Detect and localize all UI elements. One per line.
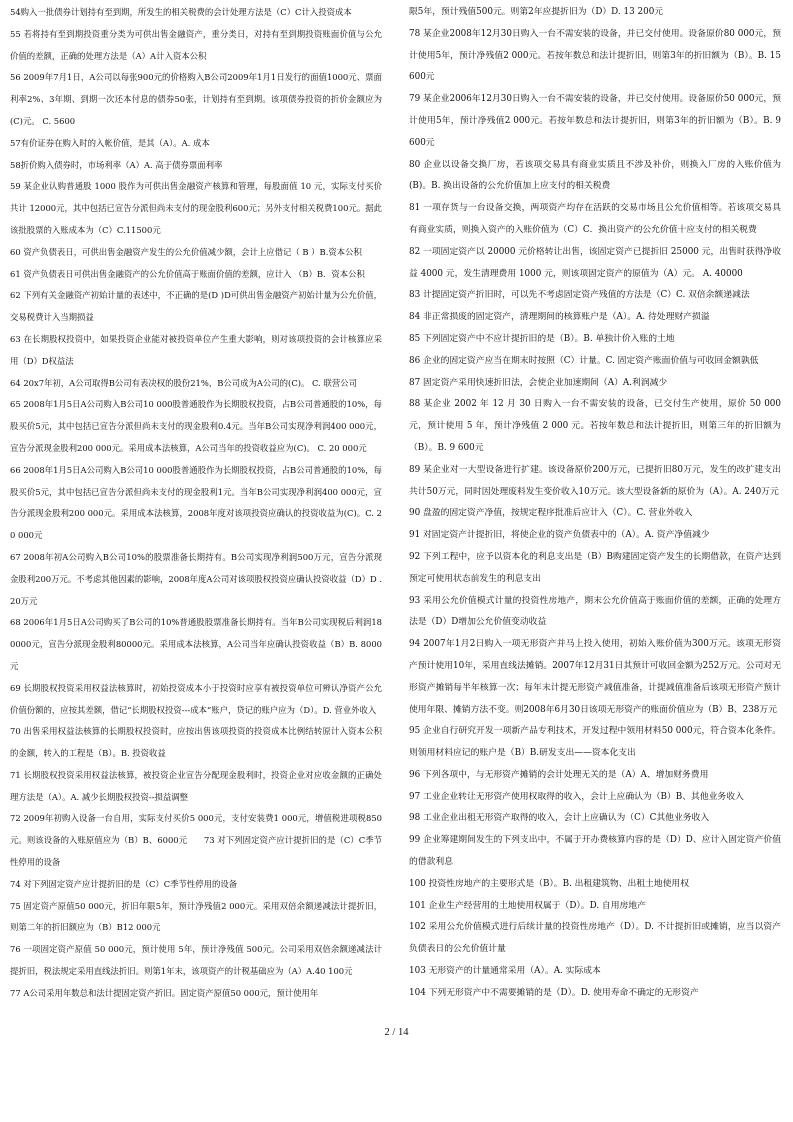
question-item: 56 2009年7月1日，A公司以每张900元的价格购入B公司2009年1月1日发行的面值1000元、票面利率2%、3年期、到期一次还本付息的债券50张，计划持有至到期。该项债券投资的折价金额应为(C)元。 C. 5600: [10, 72, 382, 126]
question-item: 81 一项存货与一台设备交换，两项资产均存在活跃的交易市场且公允价值相等。若该项交易具有商业实质，则换入资产的入账价值为（C）C．换出资产的公允价值十应支付的相关税费: [409, 203, 781, 235]
left-text-column: [10, 2, 382, 1005]
question-item: 61 资产负债表日可供出售金融资产的公允价值高于账面价值的差额，应计入 （B）B．资本公积: [10, 268, 365, 279]
question-item: 98 工业企业出租无形资产取得的收入，会计上应确认为（C）C其他业务收入: [409, 813, 710, 824]
question-item: 86 企业的固定资产应当在期末时按照（C）计量。C. 固定资产账面价值与可收回金额孰低: [409, 355, 759, 366]
question-item: 67 2008年初A公司购入B公司10%的股票准备长期持有。B公司实现净利润500万元，宣告分派现金股利200万元。不考虑其他因素的影响，2008年度A公司对该项股权投资应确认投资收益（D）D . 20万元: [10, 551, 382, 606]
question-item: 68 2006年1月5日A公司购买了B公司的10%普通股股票准备长期持有。当年B公司实现税后利润180000元，宣告分派现金股利80000元。采用成本法核算，A公司当年应确认投资收益（B）B. 8000元: [10, 617, 382, 671]
question-item: 75 固定资产原值50 000元，折旧年限5年，预计净残值2 000元。采用双倍余额递减法计提折旧，则第二年的折旧额应为（B）B12 000元: [10, 900, 382, 933]
question-item: 100 投资性房地产的主要形式是（B）。B. 出租建筑物、出租土地使用权: [409, 878, 690, 889]
question-item: 58折价购入债券时，市场利率（A）A. 高于债券票面利率: [10, 159, 223, 170]
question-item: 89 某企业对一大型设备进行扩建。该设备原价200万元，已提折旧80万元，发生的改扩建支出共计50万元，同时因处理废料发生变价收入10万元。该大型设备新的原价为（A）。A. 240万元: [409, 464, 781, 497]
question-item: 88 某企业 2002 年 12 月 30 日购入一台不需安装的设备，已交付生产使用，原价 50 000 元，预计使用 5 年，预计净残值 2 000 元。若按年数总和法计提折旧，则第三年的折旧额为（B）。B. 9 600元: [409, 399, 781, 453]
question-item: 84 非正常损废的固定资产，清理期间的核算账户是（A）。A. 待处理财产损溢: [409, 312, 710, 323]
question-item: 54购入一批债券计划持有至到期，所发生的相关税费的会计处理方法是（C）C计入投资成本: [10, 7, 352, 17]
question-item: 62 下列有关金融资产初始计量的表述中，不正确的是(D )D可供出售金融资产初始计量为公允价值，交易税费计入当期损益: [10, 290, 382, 323]
question-item: 91 对固定资产计提折旧，将使企业的资产负债表中的（A）。A. 资产净值减少: [409, 530, 710, 541]
right-text-column: [409, 2, 781, 1005]
page-number: 2 / 14: [384, 1027, 409, 1038]
question-item: 59 某企业认购普通股 1000 股作为可供出售金融资产核算和管理，每股面值 10 元，实际支付买价共计 12000元，其中包括已宣告分派但尚未支付的现金股利600元；另外支付相关税费100元。据此该批股票的入账成本为（C）C.11500元: [10, 181, 382, 235]
question-item: 71 长期股权投资采用权益法核算，被投资企业宣告分配现金股利时，投资企业对应收金额的正确处理方法是（A）。A. 减少长期股权投资--损益调整: [10, 769, 382, 802]
question-item: 99 企业筹建期间发生的下列支出中，不属于开办费核算内容的是（D）D、应计入固定资产价值的借款利息: [409, 835, 781, 868]
question-item: 55 若将持有至到期投资重分类为可供出售金融资产，重分类日，对持有至到期投资账面价值与公允价值的差额，正确的处理方法是（A）A计入资本公积: [10, 28, 382, 61]
question-item: 104 下列无形资产中不需要摊销的是（D）。D. 使用寿命不确定的无形资产: [409, 987, 699, 998]
question-item: 87 固定资产采用快速折旧法，会使企业加速期间（A）A.利润减少: [409, 377, 668, 388]
question-item: 102 采用公允价值模式进行后续计量的投资性房地产（D）。D. 不计提折旧或摊销，应当以资产负债表日的公允价值计量: [409, 922, 781, 955]
question-item: 94 2007年1月2日购入一项无形资产并马上投入使用，初始入账价值为300万元。该项无形资产预计使用10年，采用直线法摊销。2007年12月31日其预计可收回金额为252万元。公司对无形资产摊销每半年核算一次；每年末计提无形资产减值准备，计提减值准备后该项无形资产预计使用年限、摊销方法不变。则2008年6月30日该项无形资产的账面价值应为（B）B、238万元: [409, 639, 781, 715]
question-item: 69 长期股权投资采用权益法核算时，初始投资成本小于投资时应享有被投资单位可辨认净资产公允价值份额的，应按其差额，借记“长期股权投资---成本”账户，贷记的账户应为（D）。D. 营业外收入: [10, 682, 382, 715]
question-item: 66 2008年1月5日A公司购入B公司10 000股普通股作为长期股权投资，占B公司普通股的10%，每股买价5元，其中包括已宣告分派但尚未支付的现金股利1元。当年B公司实现净利润400 000元，宣告分派现金股利200 000元。采用成本法核算，2008年度对该项投资应确认的投资收益为(C)。C. 20 000元: [10, 464, 382, 541]
question-item: 77 A公司采用年数总和法计提固定资产折旧。固定资产原值50 000元，预计使用年: [10, 987, 319, 998]
question-item: 60 资产负债表日，可供出售金融资产发生的公允价值减少额，会计上应借记（ B ）B.资本公积: [10, 246, 362, 257]
question-item: 65 2008年1月5日A公司购入B公司10 000股普通股作为长期股权投资，占B公司普通股的10%，每股买价5元，其中包括已宣告分派但尚未支付的现金股利0.4元。当年B公司实现净利润400 000元，宣告分派现金股利200 000元。采用成本法核算，A公司当年的投资收益应为(C)。 C. 20 000元: [10, 399, 382, 453]
question-item: 101 企业生产经营用的土地使用权属于（D）。D. 自用房地产: [409, 900, 646, 911]
question-item: 79 某企业2006年12月30日购入一台不需安装的设备，并已交付使用。设备原价50 000元，预计使用5年，预计净残值2 000元。若按年数总和法计提折旧，则第3年的折旧额为（B）。B. 9 600元: [409, 94, 781, 148]
question-item: 80 企业以设备交换厂房，若该项交易具有商业实质且不涉及补价，则换入厂房的入账价值为(B)。B. 换出设备的公允价值加上应支付的相关税费: [409, 159, 781, 192]
question-item: 90 盘盈的固定资产净值，按规定程序批准后应计入（C）。C. 营业外收入: [409, 508, 693, 519]
question-item: 96 下列各项中，与无形资产摊销的会计处理无关的是（A）A、增加财务费用: [409, 769, 709, 780]
question-item: 97 工业企业转让无形资产使用权取得的收入，会计上应确认为（B）B、其他业务收入: [409, 791, 744, 802]
question-item: 57有价证券在购入时的入帐价值，是其（A）。A. 成本: [10, 137, 210, 148]
question-item: 72 2009年初购入设备一台自用，实际支付买价5 000元，支付安装费1 000元，增值税进项税850元。则该设备的入账原值应为（B）B、6000元 73 对下列固定资产应计提折旧的是（C）C季节性停用的设备: [10, 813, 382, 868]
question-item: 95 企业自行研究开发一项新产品专利技术，开发过程中领用材料50 000元，符合资本化条件。则领用材料应记的账户是（B）B.研发支出——资本化支出: [409, 726, 781, 759]
question-item: 93 采用公允价值模式计量的投资性房地产，期末公允价值高于账面价值的差额，正确的处理方法是（D）D增加公允价值变动收益: [409, 595, 781, 628]
question-item: 74 对下列固定资产应计提折旧的是（C）C季节性停用的设备: [10, 878, 238, 889]
question-item: 64 20x7年初，A公司取得B公司有表决权的股份21%，B公司成为A公司的(C)。 C. 联营公司: [10, 377, 357, 388]
question-item: 76 一项固定资产原值 50 000元，预计使用 5年，预计净残值 500元。公司采用双倍余额递减法计提折旧，税法规定采用直线法折旧。则第1年末，该项资产的计税基础应为（A）A.40 100元: [10, 944, 382, 977]
question-item: 82 一项固定资产以 20000 元价格转让出售，该固定资产已提折旧 25000 元，出售时获得净收益 4000 元，发生清理费用 1000 元，则该项固定资产的原值为（A）元。 A. 40000: [409, 246, 781, 279]
question-item: 85 下列固定资产中不应计提折旧的是（B）。B. 单独计价入账的土地: [409, 333, 675, 344]
question-item: 限5年，预计残值500元。则第2年应提折旧为（D）D. 13 200元: [409, 7, 664, 17]
question-item: 83 计提固定资产折旧时，可以先不考虑固定资产残值的方法是（C）C. 双倍余额递减法: [409, 290, 750, 301]
question-item: 78 某企业2008年12月30日购入一台不需安装的设备，并已交付使用。设备原价80 000元，预计使用5年，预计净残值2 000元。若按年数总和法计提折旧，则第3年的折旧额为（B）。B. 15 600元: [409, 28, 781, 83]
question-item: 70 出售采用权益法核算的长期股权投资时，应按出售该项投资的投资成本比例结转原计入资本公积的金额，转入的工程是（B）。B. 投资收益: [10, 726, 382, 759]
question-item: 63 在长期股权投资中，如果投资企业能对被投资单位产生重大影响，则对该项投资的会计核算应采用（D）D权益法: [10, 333, 382, 366]
question-item: 92 下列工程中，应予以资本化的利息支出是（B）B购建固定资产发生的长期借款，在资产达到预定可使用状态前发生的利息支出: [409, 551, 781, 584]
question-item: 103 无形资产的计量通常采用（A）。A. 实际成本: [409, 966, 601, 977]
